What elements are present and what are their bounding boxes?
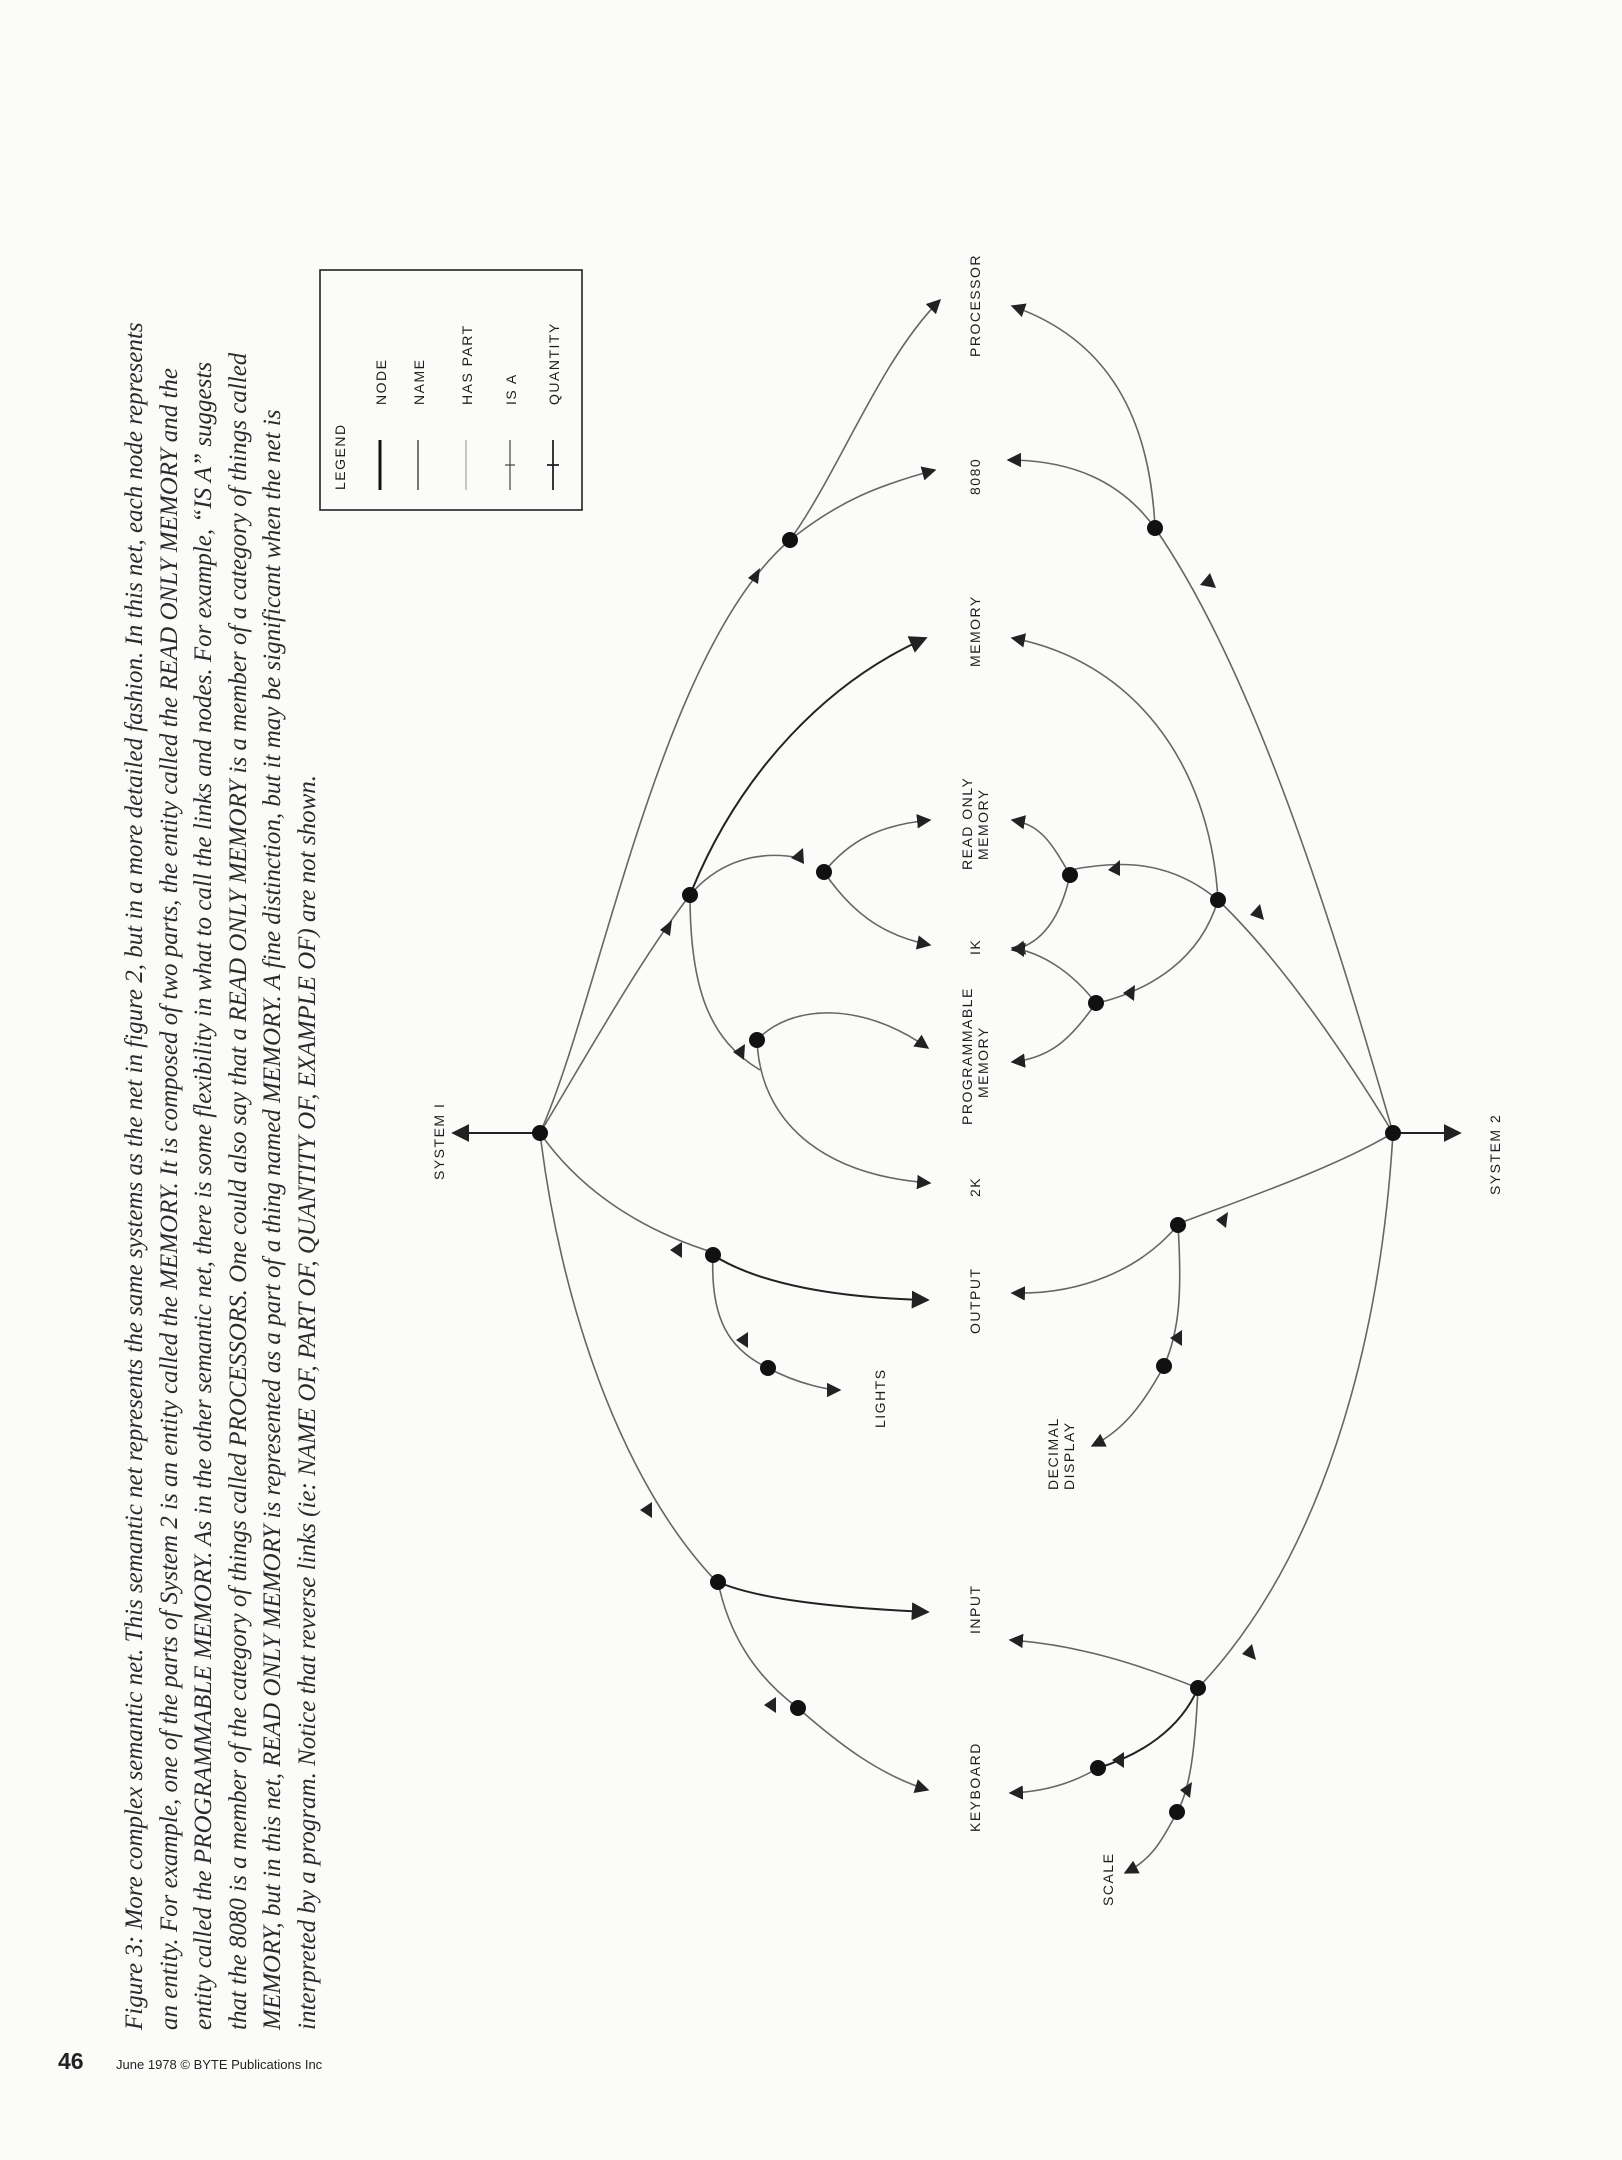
label-system1: SYSTEM I (431, 1102, 447, 1180)
link-in2-keyboard-node (1098, 1688, 1198, 1768)
node-keyboard-2 (1090, 1760, 1106, 1776)
arrow-mark (1250, 904, 1264, 920)
link-in1-keyboard-node (718, 1582, 798, 1708)
memory-part-links (757, 820, 1096, 1183)
node-scale (1169, 1804, 1185, 1820)
output-links (713, 1225, 1180, 1446)
link-out2-display-node (1164, 1225, 1180, 1366)
link-rom2-1k (1012, 875, 1070, 950)
node-input-2 (1190, 1680, 1206, 1696)
node-lights (760, 1360, 776, 1376)
label-2k: 2K (967, 1176, 983, 1197)
caption-line: entity called the PROGRAMMABLE MEMORY. As in the other semantic net, there is some flexibility in what to call the links and nodes. For example, “IS A” suggests (190, 361, 217, 2030)
link-in2-keyboard (1010, 1768, 1098, 1793)
caption-line: interpreted by a program. Notice that reverse links (ie: NAME OF, PART OF, QUANTITY OF, EXAMPLE OF) are not shown. (293, 774, 321, 2030)
node-output-2 (1170, 1217, 1186, 1233)
caption-line: that the 8080 is a member of the category of things called PROCESSORS. One could also say that a READ ONLY MEMORY is a member of a category of things called (224, 352, 252, 2030)
link-mem1-prog-node (690, 895, 760, 1070)
publication-info: June 1978 © BYTE Publications Inc (116, 2057, 323, 2072)
link-s1-output-node (540, 1133, 715, 1253)
node-system2 (1385, 1125, 1401, 1141)
label-rom-line1: READ ONLY (959, 776, 975, 870)
arrow-mark (764, 1697, 776, 1713)
node-processor-2 (1147, 520, 1163, 536)
label-1k: IK (967, 938, 983, 955)
arrow-mark (670, 1242, 682, 1258)
arrow-mark (1108, 860, 1120, 876)
caption-line: an entity. For example, one of the parts of System 2 is an entity called the MEMORY. It is composed of two parts, the entity called the READ ONLY MEMORY and the (155, 367, 183, 2030)
legend-item-is-a: IS A (503, 373, 519, 405)
caption-line: Figure 3: More complex semantic net. This semantic net represents the same systems as the net in figure 2, but in a more detailed fashion. In this net, each node represents (121, 322, 148, 2030)
arrow-mark (736, 1332, 748, 1348)
link-decimal-display (1092, 1366, 1164, 1446)
link-out2-output (1012, 1225, 1178, 1293)
node-system1 (532, 1125, 548, 1141)
label-input: INPUT (967, 1584, 983, 1634)
link-in1-input (718, 1582, 928, 1612)
arrow-mark (1216, 1212, 1228, 1228)
label-decimal-line2: DISPLAY (1061, 1421, 1077, 1490)
legend-title: LEGEND (332, 423, 348, 490)
page-number: 46 (58, 2048, 84, 2074)
link-mem2-rom-node (1070, 864, 1218, 900)
link-mem1-memory (690, 638, 926, 895)
node-memory-2 (1210, 892, 1226, 908)
node-processor-1 (782, 532, 798, 548)
legend-item-quantity: QUANTITY (546, 322, 562, 405)
system2-links (1155, 528, 1460, 1688)
label-processor: PROCESSOR (967, 254, 983, 357)
node-decimal-display (1156, 1358, 1172, 1374)
label-lights: LIGHTS (872, 1368, 888, 1428)
node-keyboard-1 (790, 1700, 806, 1716)
link-prog1-2k (757, 1040, 930, 1183)
label-output: OUTPUT (967, 1267, 983, 1334)
memory-links (690, 638, 1218, 1070)
link-proc1-processor (790, 300, 940, 540)
link-rom1-rom (824, 820, 930, 872)
node-labels (431, 254, 1503, 1906)
arrow-mark (1200, 573, 1216, 588)
legend-item-node: NODE (373, 358, 389, 405)
arrow-mark (1242, 1644, 1256, 1660)
legend-box (320, 270, 582, 510)
label-memory: MEMORY (967, 595, 983, 667)
legend-item-has-part: HAS PART (459, 324, 475, 405)
system1-links (453, 540, 790, 1580)
link-s1-input-node (540, 1133, 715, 1580)
link-rom1-1k (824, 872, 930, 945)
node-output-1 (705, 1247, 721, 1263)
node-prog-1 (749, 1032, 765, 1048)
input-links (718, 1582, 1198, 1873)
link-mem2-prog-node (1098, 900, 1218, 1003)
link-lights (768, 1368, 840, 1390)
link-prog1-prog (757, 1013, 928, 1048)
link-s2-output-node (1175, 1133, 1393, 1225)
arrow-mark (1180, 1782, 1192, 1798)
link-scale (1125, 1812, 1177, 1873)
label-keyboard: KEYBOARD (967, 1742, 983, 1832)
arrow-mark (748, 568, 760, 584)
caption-line: MEMORY, but in this net, READ ONLY MEMORY is represented as a part of a thing named MEMORY. A fine distinction, but it may be significant when the net is (259, 409, 286, 2030)
link-proc2-8080 (1008, 460, 1155, 528)
label-rom-line2: MEMORY (975, 788, 991, 860)
arrow-mark (733, 1044, 745, 1060)
arrow-mark (640, 1502, 652, 1518)
link-out1-lights-node (713, 1255, 768, 1368)
node-input-1 (710, 1574, 726, 1590)
legend (320, 270, 582, 510)
link-s2-mem-node (1218, 900, 1393, 1133)
node-rom-2 (1062, 867, 1078, 883)
link-proc2-processor (1012, 306, 1155, 528)
link-in1-keyboard (798, 1708, 928, 1790)
link-rom2-rom (1012, 820, 1070, 875)
mid-arrows (640, 568, 1264, 1798)
label-prog-line1: PROGRAMMABLE (959, 987, 975, 1125)
node-rom-1 (816, 864, 832, 880)
link-mem2-memory (1012, 638, 1218, 900)
link-in2-input (1010, 1640, 1198, 1688)
link-s2-proc-node (1155, 528, 1393, 1133)
arrow-mark (1123, 985, 1135, 1001)
arrow-mark (1112, 1752, 1124, 1768)
link-mem1-rom-node (690, 855, 800, 895)
label-8080: 8080 (967, 457, 983, 495)
label-scale: SCALE (1100, 1852, 1116, 1906)
link-prog2-1k (1012, 948, 1096, 1003)
node-memory-1 (682, 887, 698, 903)
link-out1-output (713, 1255, 928, 1300)
label-decimal-line1: DECIMAL (1045, 1417, 1061, 1490)
label-system2: SYSTEM 2 (1487, 1113, 1503, 1195)
label-prog-line2: MEMORY (975, 1026, 991, 1098)
node-prog-2 (1088, 995, 1104, 1011)
legend-item-name: NAME (411, 358, 427, 405)
link-prog2-prog (1012, 1003, 1096, 1062)
